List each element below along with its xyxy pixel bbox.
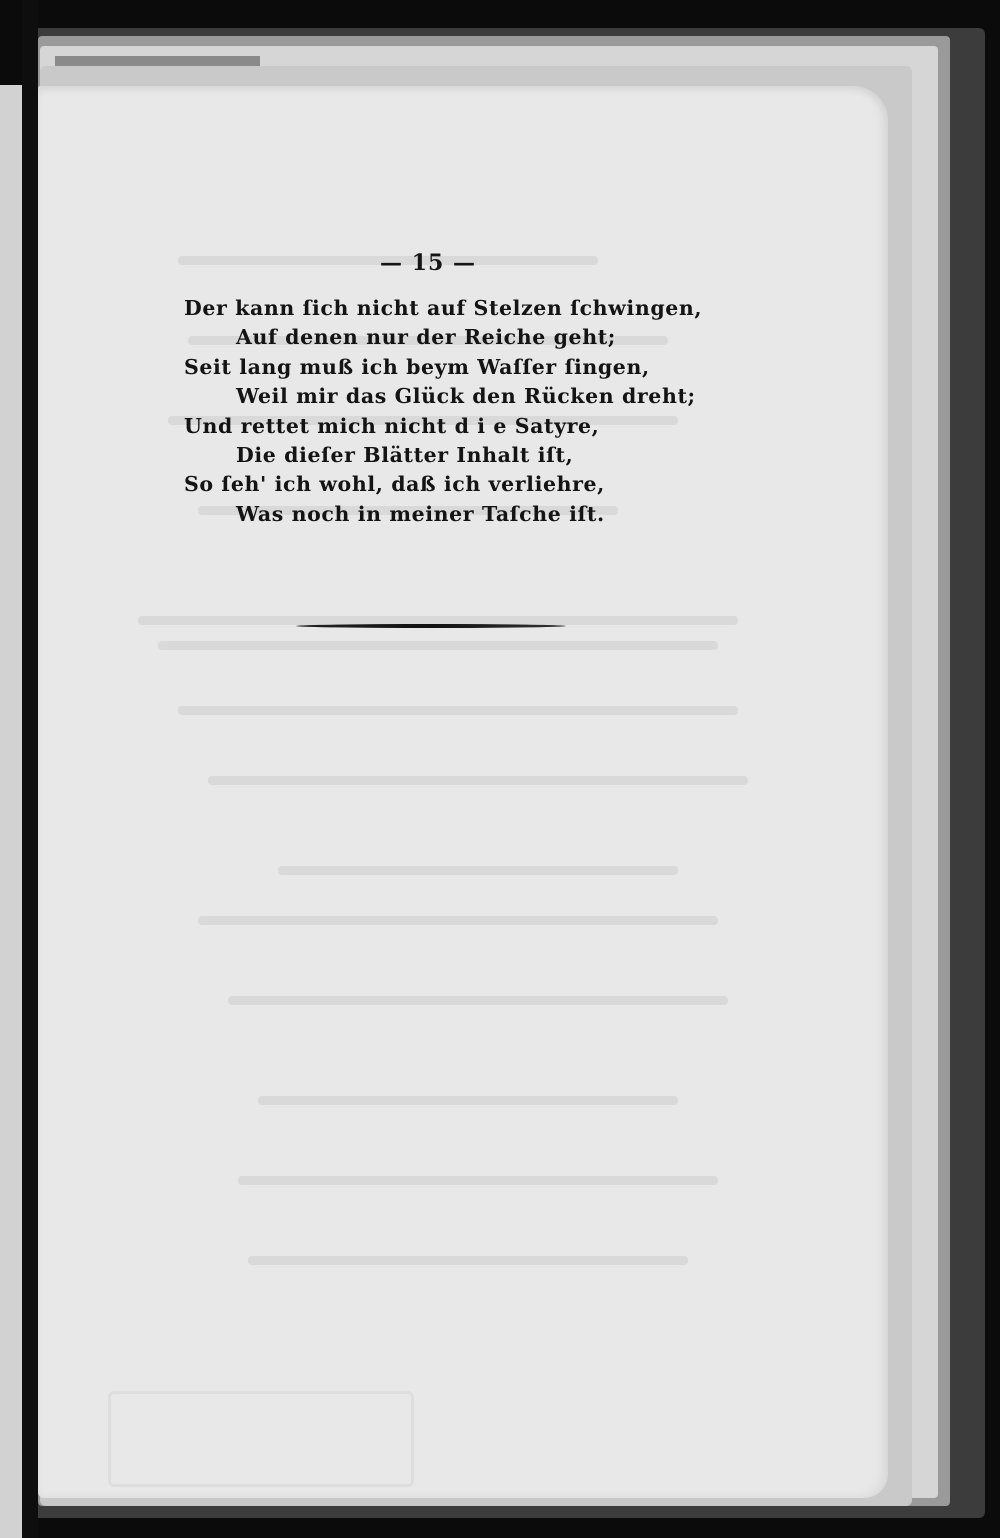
show-through-mark	[258, 1096, 678, 1105]
section-divider	[296, 624, 566, 628]
show-through-mark	[198, 916, 718, 925]
show-through-mark	[228, 996, 728, 1005]
poem-stanza	[184, 294, 784, 529]
verse-line: Weil mir das Glück den Rücken dreht;	[236, 384, 696, 409]
show-through-mark	[278, 866, 678, 875]
verse-line: Und rettet mich nicht d i e Satyre,	[184, 413, 600, 438]
book-page	[38, 86, 888, 1498]
verse-line: Der kann ſich nicht auf Stelzen ſchwingen,	[184, 296, 703, 320]
book-spine	[22, 0, 38, 1538]
verse-line: Auf denen nur der Reiche geht;	[236, 325, 616, 350]
verse-line: Was noch in meiner Taſche iſt.	[236, 501, 605, 526]
verse-line: Seit lang muß ich beym Waſſer ſingen,	[184, 354, 650, 379]
show-through-mark	[108, 1391, 414, 1487]
show-through-mark	[158, 641, 718, 650]
verse-line: So ſeh' ich wohl, daß ich verliehre,	[184, 472, 605, 497]
verse-line: Die dieſer Blätter Inhalt iſt,	[236, 442, 574, 467]
show-through-mark	[208, 776, 748, 785]
page-number: — 15 —	[380, 250, 476, 276]
show-through-mark	[238, 1176, 718, 1185]
show-through-mark	[248, 1256, 688, 1265]
facing-page-edge	[0, 85, 22, 1538]
show-through-mark	[178, 706, 738, 715]
